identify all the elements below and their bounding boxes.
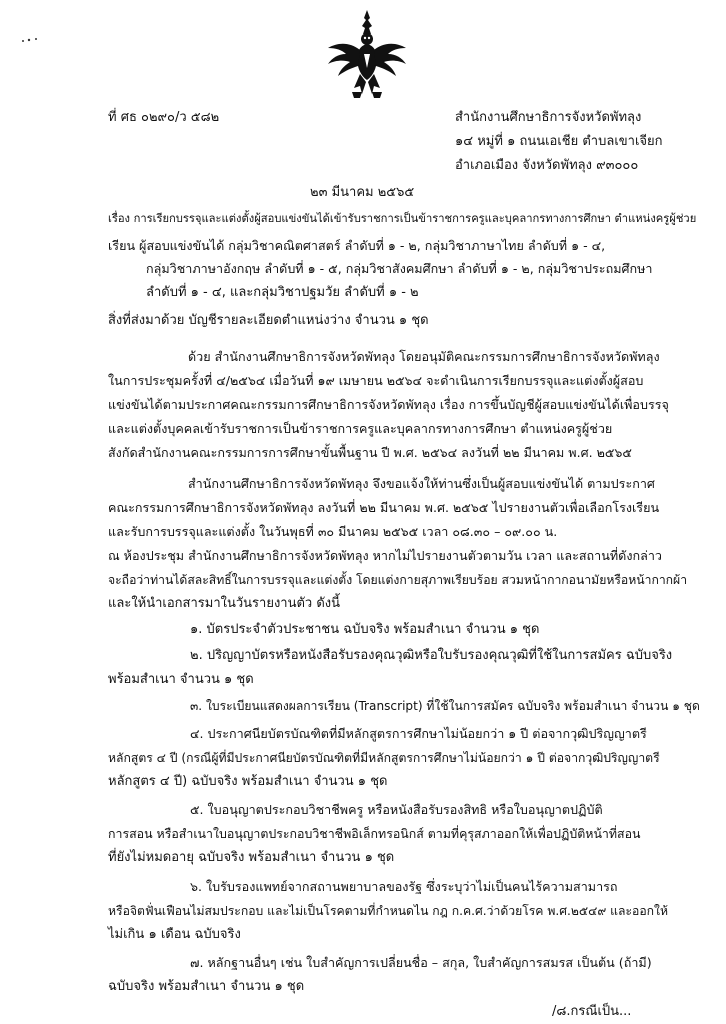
enclosure-line: สิ่งที่ส่งมาด้วย บัญชีรายละเอียดตำแหน่งว่าง จำนวน ๑ ชุด (108, 313, 429, 328)
scan-speck (20, 36, 40, 44)
addressee-line: กลุ่มวิชาภาษาอังกฤษ ลำดับที่ ๑ - ๕, กลุ่มวิชาสังคมศึกษา ลำดับที่ ๑ - ๒, กลุ่มวิชาประถมศึกษา (146, 261, 653, 276)
body-line: สำนักงานศึกษาธิการจังหวัดพัทลุง จึงขอแจ้งให้ท่านซึ่งเป็นผู้สอบแข่งขันได้ ตามประกาศ (188, 476, 655, 491)
list-item: ๕. ใบอนุญาตประกอบวิชาชีพครู หรือหนังสือรับรองสิทธิ หรือใบอนุญาตปฏิบัติ (190, 802, 603, 817)
document-date: ๒๓ มีนาคม ๒๕๖๕ (310, 185, 415, 200)
office-name: สำนักงานศึกษาธิการจังหวัดพัทลุง (455, 110, 642, 125)
list-item: ๗. หลักฐานอื่นๆ เช่น ใบสำคัญการเปลี่ยนชื่อ – สกุล, ใบสำคัญการสมรส เป็นต้น (ถ้ามี) (190, 955, 652, 970)
list-item-continuation: ฉบับจริง พร้อมสำเนา จำนวน ๑ ชุด (108, 979, 305, 994)
list-item-continuation: ไม่เกิน ๑ เดือน ฉบับจริง (108, 927, 241, 942)
body-line: และให้นำเอกสารมาในวันรายงานตัว ดังนี้ (108, 596, 341, 611)
page-continuation: /๘.กรณีเป็น... (552, 1004, 632, 1019)
list-item: ๓. ใบระเบียนแสดงผลการเรียน (Transcript) ที่ใช้ในการสมัคร ฉบับจริง พร้อมสำเนา จำนวน ๑ ชุด (190, 698, 700, 713)
body-line: คณะกรรมการศึกษาธิการจังหวัดพัทลุง ลงวันที่ ๒๒ มีนาคม พ.ศ. ๒๕๖๕ ไปรายงานตัวเพื่อเลือกโรงเรียน (108, 500, 660, 515)
body-line: สังกัดสำนักงานคณะกรรมการการศึกษาขั้นพื้นฐาน ปี พ.ศ. ๒๕๖๔ ลงวันที่ ๒๒ มีนาคม พ.ศ. ๒๕๖๕ (108, 445, 632, 460)
garuda-emblem-icon (322, 8, 412, 100)
body-line: แข่งขันได้ตามประกาศคณะกรรมการศึกษาธิการจังหวัดพัทลุง เรื่อง การขึ้นบัญชีผู้สอบแข่งขันได้เพื่อบรรจุ (108, 397, 669, 412)
body-line: ในการประชุมครั้งที่ ๔/๒๕๖๔ เมื่อวันที่ ๑๙ เมษายน ๒๕๖๔ จะดำเนินการเรียกบรรจุและแต่งตั้งผู้สอบ (108, 373, 644, 388)
list-item-continuation: พร้อมสำเนา จำนวน ๑ ชุด (108, 672, 254, 687)
body-line: และรับการบรรจุและแต่งตั้ง ในวันพุธที่ ๓๐ มีนาคม ๒๕๖๕ เวลา ๐๘.๓๐ – ๐๙.๐๐ น. (108, 524, 558, 539)
body-line: จะถือว่าท่านได้สละสิทธิ์ในการบรรจุและแต่งตั้ง โดยแต่งกายสุภาพเรียบร้อย สวมหน้ากากอนามัยหรือหน้ากากผ้า (108, 573, 688, 587)
subject-line: เรื่อง การเรียกบรรจุและแต่งตั้งผู้สอบแข่งขันได้เข้ารับราชการเป็นข้าราชการครูและบุคลากรทางการศึกษา ตำแหน่งครูผู้ช่วย (108, 212, 697, 225)
list-item: ๑. บัตรประจำตัวประชาชน ฉบับจริง พร้อมสำเนา จำนวน ๑ ชุด (190, 622, 540, 637)
office-city-line: อำเภอเมือง จังหวัดพัทลุง ๙๓๐๐๐ (455, 158, 639, 173)
body-line: และแต่งตั้งบุคคลเข้ารับราชการเป็นข้าราชการครูและบุคลากรทางการศึกษา ตำแหน่งครูผู้ช่วย (108, 421, 613, 436)
list-item-continuation: ที่ยังไม่หมดอายุ ฉบับจริง พร้อมสำเนา จำนวน ๑ ชุด (108, 850, 395, 865)
addressee-line: ลำดับที่ ๑ - ๔, และกลุ่มวิชาปฐมวัย ลำดับที่ ๑ - ๒ (146, 285, 419, 300)
body-line: ด้วย สำนักงานศึกษาธิการจังหวัดพัทลุง โดยอนุมัติคณะกรรมการศึกษาธิการจังหวัดพัทลุง (188, 349, 660, 364)
list-item-continuation: หลักสูตร ๔ ปี (กรณีผู้ที่มีประกาศนียบัตรบัณฑิตที่มีหลักสูตรการศึกษาไม่น้อยกว่า ๑ ปี ต่อจากวุฒิปริญญาตรี (108, 751, 660, 765)
document-number: ที่ ศธ ๐๒๙๐/ว ๕๘๒ (108, 110, 220, 125)
list-item: ๔. ประกาศนียบัตรบัณฑิตที่มีหลักสูตรการศึกษาไม่น้อยกว่า ๑ ปี ต่อจากวุฒิปริญญาตรี (190, 726, 647, 741)
list-item: ๖. ใบรับรองแพทย์จากสถานพยาบาลของรัฐ ซึ่งระบุว่าไม่เป็นคนไร้ความสามารถ (190, 879, 618, 894)
addressee-line: เรียน ผู้สอบแข่งขันได้ กลุ่มวิชาคณิตศาสตร์ ลำดับที่ ๑ - ๒, กลุ่มวิชาภาษาไทย ลำดับที่ ๑ - ๔, (108, 238, 606, 253)
list-item: ๒. ปริญญาบัตรหรือหนังสือรับรองคุณวุฒิหรือใบรับรองคุณวุฒิที่ใช้ในการสมัคร ฉบับจริง (190, 648, 673, 663)
list-item-continuation: หลักสูตร ๔ ปี) ฉบับจริง พร้อมสำเนา จำนวน ๑ ชุด (108, 774, 388, 789)
office-address-line: ๑๔ หมู่ที่ ๑ ถนนเอเชีย ตำบลเขาเจียก (455, 134, 663, 149)
body-line: ณ ห้องประชุม สำนักงานศึกษาธิการจังหวัดพัทลุง หากไม่ไปรายงานตัวตามวัน เวลา และสถานที่ดังกล่าว (108, 548, 662, 563)
list-item-continuation: หรือจิตฟั่นเฟือนไม่สมประกอบ และไม่เป็นโรคตามที่กำหนดไน กฎ ก.ค.ศ.ว่าด้วยโรค พ.ศ.๒๕๔๙ และออกให้ (108, 904, 669, 918)
list-item-continuation: การสอน หรือสำเนาใบอนุญาตประกอบวิชาชีพอิเล็กทรอนิกส์ ตามที่คุรุสภาออกให้เพื่อปฏิบัติหน้าที่สอน (108, 826, 641, 841)
